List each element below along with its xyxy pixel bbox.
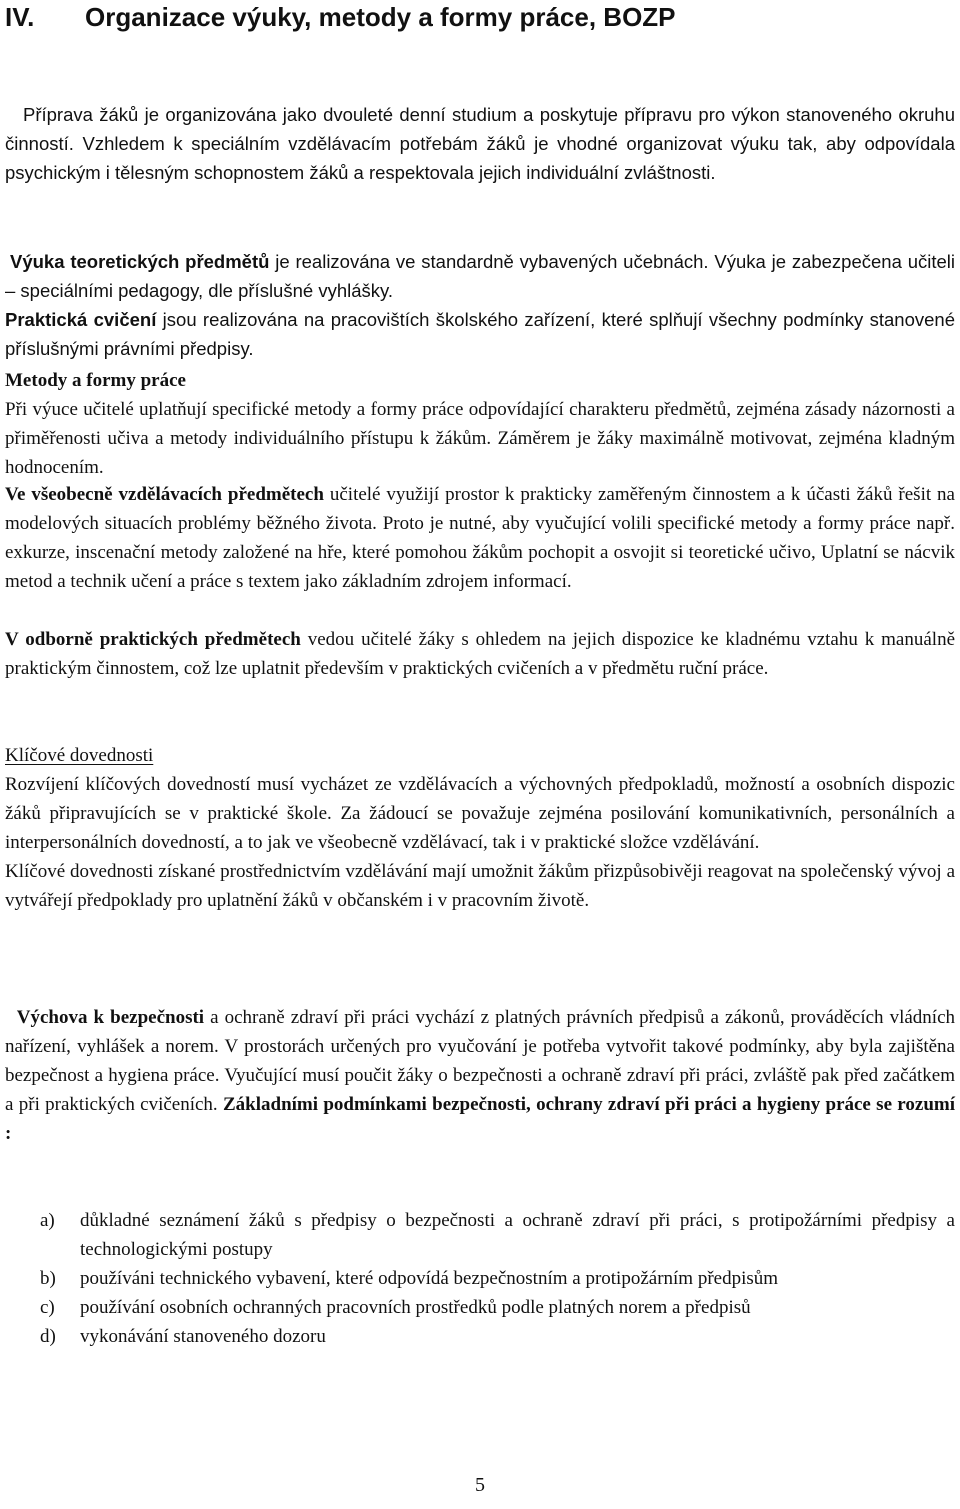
- list-marker: c): [40, 1297, 55, 1318]
- methods-text: Při výuce učitelé uplatňují specifické metody a formy práce odpovídající charakteru předmětů, zejména zásady názornosti a přiměřenosti učiva a metody individuálního přístupu k žákům. Záměrem je žáky maximálně motivovat, zejména kladným hodnocením.: [5, 399, 955, 478]
- safety-bold-lead: Výchova k bezpečnosti: [5, 1007, 205, 1028]
- list-marker: b): [40, 1268, 56, 1289]
- key-skills-title: Klíčové dovednosti: [5, 745, 154, 766]
- section-number: IV.: [5, 2, 35, 32]
- list-item-text: vykonávání stanoveného dozoru: [80, 1326, 326, 1347]
- practical-bold: Praktická cvičení: [5, 309, 157, 330]
- key-skills-section: [5, 741, 955, 915]
- methods-section: [5, 366, 955, 482]
- list-marker: a): [40, 1210, 55, 1231]
- page-number: 5: [475, 1474, 485, 1496]
- safety-conditions-list: [5, 1206, 955, 1351]
- general-subjects-bold: Ve všeobecně vzdělávacích předmětech: [5, 484, 324, 505]
- general-subjects-paragraph: [5, 480, 955, 596]
- section-title: Organizace výuky, metody a formy práce, BOZP: [85, 2, 676, 32]
- list-marker: d): [40, 1326, 56, 1347]
- list-item-text: používání osobních ochranných pracovních prostředků podle platných norem a předpisů: [80, 1297, 751, 1318]
- theory-paragraph: [5, 247, 955, 305]
- list-item: [5, 1293, 955, 1322]
- theory-bold: Výuka teoretických předmětů: [10, 251, 270, 272]
- safety-text: a ochraně zdraví při práci vychází z platných právních předpisů a zákonů, prováděcích vládních nařízení, vyhlášek a norem. V prostorách určených pro vyučování je potřeba vytvořit takové podmínky, aby byla zajištěna bezpečnost a hygiena práce. Vyučující musí poučit žáky o bezpečnosti a ochraně zdraví při práci, zvláště pak před začátkem a při praktických cvičeních.: [5, 1007, 955, 1115]
- general-subjects-text: učitelé využijí prostor k prakticky zaměřeným činnostem a k účasti žáků řešit na modelových situacích problémy běžného života. Proto je nutné, aby vyučující volili specifické metody a formy práce např. exkurze, inscenační metody založené na hře, které pomohou žákům pochopit a osvojit si teoretické učivo, Uplatní se nácvik metod a technik učení a práce s textem jako základním zdrojem informací.: [5, 484, 955, 592]
- safety-bold-conditions: Základními podmínkami bezpečnosti, ochrany zdraví při práci a hygieny práce se rozumí :: [5, 1094, 956, 1144]
- list-item-text: používáni technického vybavení, které odpovídá bezpečnostním a protipožárním předpisům: [80, 1268, 779, 1289]
- list-item: [5, 1322, 955, 1351]
- vocational-bold: V odborně praktických předmětech: [5, 629, 301, 650]
- methods-title: Metody a formy práce: [5, 370, 186, 391]
- theory-text: je realizována ve standardně vybavených učebnách. Výuka je zabezpečena učiteli – speciálními pedagogy, dle příslušné vyhlášky.: [5, 251, 955, 301]
- list-item: [5, 1264, 955, 1293]
- vocational-text: vedou učitelé žáky s ohledem na jejich dispozice ke kladnému vztahu k manuálně praktickým činnostem, což lze uplatnit především v praktických cvičeních a v předmětu ruční práce.: [5, 629, 956, 679]
- key-skills-paragraph-2: Klíčové dovednosti získané prostřednictvím vzdělávání mají umožnit žákům přizpůsobivěji reagovat na společenský vývoj a vytvářejí předpoklady pro uplatnění žáků v občanském i v pracovním životě.: [5, 861, 955, 911]
- section-heading: [5, 2, 955, 32]
- key-skills-paragraph-1: Rozvíjení klíčových dovedností musí vycházet ze vzdělávacích a výchovných předpokladů, možností a osobních dispozic žáků připravujících se v praktické škole. Za žádoucí se považuje zejména posilování komunikativních, personálních a interpersonálních dovedností, a to jak ve všeobecně vzdělávací, tak i v praktické složce vzdělávání.: [5, 774, 955, 853]
- practical-text: jsou realizována na pracovištích školského zařízení, které splňují všechny podmínky stanovené příslušnými právními předpisy.: [5, 309, 955, 359]
- list-item-text: důkladné seznámení žáků s předpisy o bezpečnosti a ochraně zdraví při práci, s protipožárními předpisy a technologickými postupy: [80, 1210, 955, 1260]
- list-item: [5, 1206, 955, 1264]
- vocational-paragraph: [5, 625, 955, 683]
- practical-paragraph: [5, 305, 955, 363]
- safety-paragraph: [5, 1003, 955, 1148]
- intro-paragraph: Příprava žáků je organizována jako dvouleté denní studium a poskytuje přípravu pro výkon stanoveného okruhu činností. Vzhledem k speciálním vzdělávacím potřebám žáků je vhodné organizovat výuku tak, aby odpovídala psychickým i tělesným schopnostem žáků a respektovala jejich individuální zvláštnosti.: [5, 104, 955, 183]
